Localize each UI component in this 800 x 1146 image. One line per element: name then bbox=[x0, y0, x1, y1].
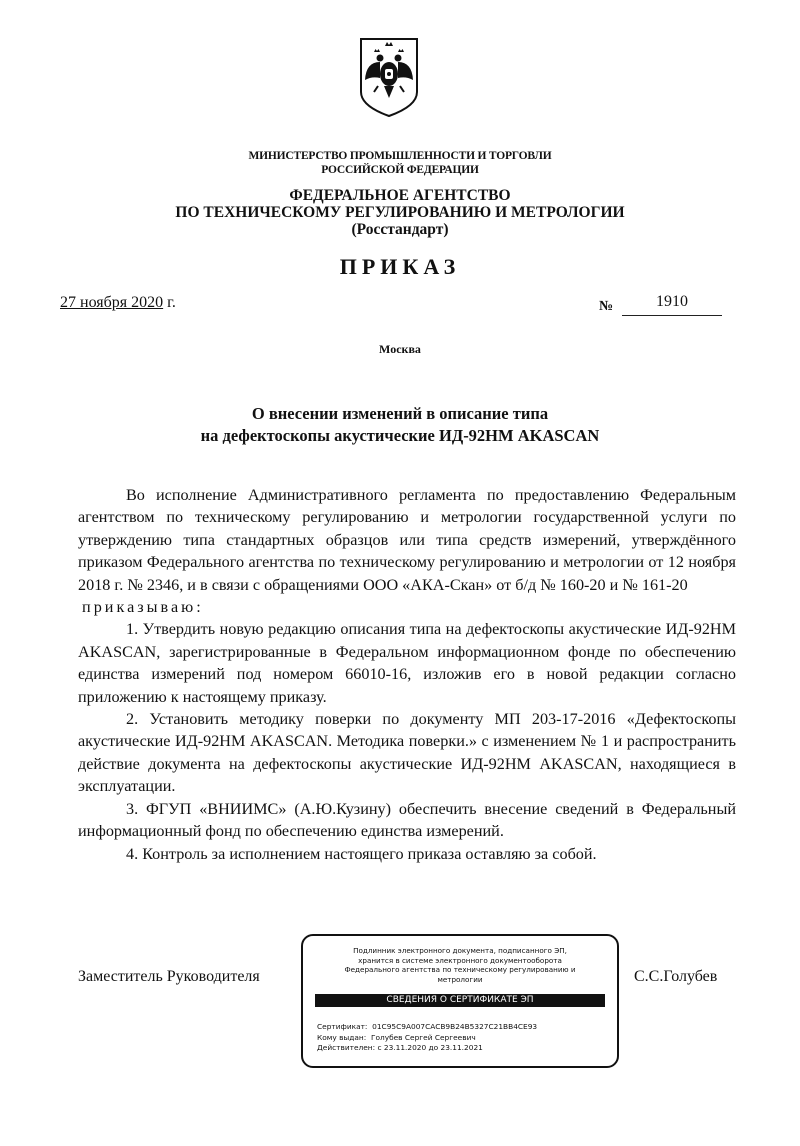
agency-line-1: ФЕДЕРАЛЬНОЕ АГЕНТСТВО bbox=[289, 187, 511, 204]
stamp-line-3: Федерального агентства по техническому регулированию и bbox=[344, 965, 576, 975]
stamp-valid-label: Действителен: bbox=[317, 1043, 376, 1052]
item-1-paragraph: 1. Утвердить новую редакцию описания типа на дефектоскопы акустические ИД-92НМ AKASCAN, зарегистрированные в Федеральном информационном фонде по обеспечению единства измерений под номером 66010-16, изложив его в новой редакции согласно приложению к настоящему приказу. bbox=[78, 620, 736, 706]
city: Москва bbox=[379, 342, 421, 356]
ministry-line-2: РОССИЙСКОЙ ФЕДЕРАЦИИ bbox=[321, 164, 479, 176]
signatory-name: С.С.Голубев bbox=[634, 968, 718, 985]
subject-line-2: на дефектоскопы акустические ИД-92НМ AKASCAN bbox=[200, 426, 600, 445]
stamp-cert-label: Сертификат: bbox=[317, 1022, 368, 1031]
item-4-paragraph: 4. Контроль за исполнением настоящего приказа оставляю за собой. bbox=[126, 844, 597, 863]
order-title: ПРИКАЗ bbox=[339, 254, 461, 279]
order-number-label: № bbox=[599, 299, 614, 314]
coat-of-arms-emblem bbox=[358, 36, 420, 118]
stamp-certificate-bar: СВЕДЕНИЯ О СЕРТИФИКАТЕ ЭП bbox=[315, 994, 605, 1007]
agency-header bbox=[0, 187, 800, 238]
agency-line-3: (Росстандарт) bbox=[351, 221, 449, 238]
stamp-valid-row bbox=[317, 1043, 537, 1054]
stamp-line-1: Подлинник электронного документа, подписанного ЭП, bbox=[353, 946, 567, 955]
order-number-underline bbox=[622, 315, 722, 316]
orders-word: приказываю: bbox=[82, 598, 204, 617]
order-date-value: 27 ноября 2020 bbox=[60, 294, 164, 311]
stamp-line-2: хранится в системе электронного документооборота bbox=[358, 955, 562, 965]
electronic-signature-stamp bbox=[301, 934, 619, 1068]
russian-coat-of-arms-icon bbox=[358, 36, 420, 118]
stamp-valid-value: с 23.11.2020 до 23.11.2021 bbox=[377, 1043, 483, 1052]
ministry-line-1: МИНИСТЕРСТВО ПРОМЫШЛЕННОСТИ И ТОРГОВЛИ bbox=[248, 150, 552, 162]
agency-line-2: ПО ТЕХНИЧЕСКОМУ РЕГУЛИРОВАНИЮ И МЕТРОЛОГИИ bbox=[175, 204, 625, 221]
order-date bbox=[60, 294, 176, 312]
stamp-cert-value: 01C95C9A007CACB9B24B5327C21BB4CE93 bbox=[372, 1022, 538, 1031]
stamp-issued-value: Голубев Сергей Сергеевич bbox=[370, 1032, 476, 1042]
order-number: 1910 bbox=[656, 293, 688, 310]
stamp-issued-row bbox=[317, 1033, 537, 1044]
stamp-cert-row bbox=[317, 1022, 537, 1033]
item-2-paragraph: 2. Установить методику поверки по документу МП 203-17-2016 «Дефектоскопы акустические ИД-92НМ AKASCAN. Методика поверки.» с изменением № 1 и распространить действие документа на дефектоскопы акустические ИД-92НМ AKASCAN, находящиеся в эксплуатации. bbox=[78, 710, 736, 796]
order-body bbox=[78, 484, 736, 865]
orders-word-paragraph bbox=[78, 596, 736, 618]
subject-line-1: О внесении изменений в описание типа bbox=[251, 404, 549, 423]
stamp-header bbox=[303, 946, 617, 984]
ministry-header bbox=[0, 149, 800, 177]
order-date-suffix: г. bbox=[163, 294, 176, 311]
preamble-paragraph: Во исполнение Административного регламента по предоставлению Федеральным агентством по техническому регулированию и метрологии государственной услуги по утверждению типа стандартных образцов или типа средств измерений, утверждённого приказом Федерального агентства по техническому регулированию и метрологии от 12 ноября 2018 г. № 2346, и в связи с обращениями ООО «АКА-Скан» от б/д № 160-20 и № 161-20 bbox=[78, 486, 736, 594]
stamp-line-4: метрологии bbox=[437, 974, 483, 984]
stamp-certificate-info bbox=[317, 1022, 537, 1054]
order-subject bbox=[0, 403, 800, 447]
stamp-issued-label: Кому выдан: bbox=[317, 1032, 367, 1042]
item-3-paragraph: 3. ФГУП «ВНИИМС» (А.Ю.Кузину) обеспечить внесение сведений в Федеральный информационный фонд по обеспечению единства измерений. bbox=[78, 799, 736, 841]
signatory-position: Заместитель Руководителя bbox=[78, 968, 260, 985]
